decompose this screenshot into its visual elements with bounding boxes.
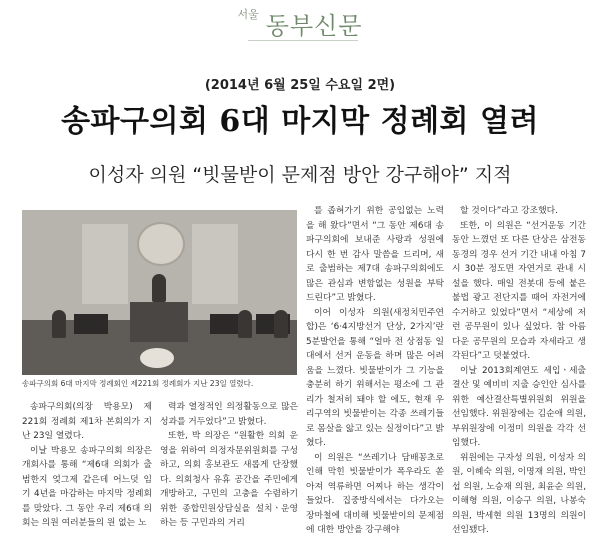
- photo-person: [238, 310, 252, 338]
- masthead-rule: [248, 40, 358, 41]
- article-column-2: [160, 400, 298, 536]
- article-paragraph: 력과 열정적인 의정활동으로 많은 성과를 거두었다”고 밝혔다.: [160, 402, 298, 427]
- article-paragraph: 또한, 이 의원은 “선거운동 기간동안 느꼈던 또 다른 단상은 삼전동 동경의 경우 선거 기간 내내 아침 7시 30분 정도면 자연거로 관내 시설을 했다. 매일 전봇대 등에 붙은 불법 광고 전단지를 때어 자전거에 수거하고 있었다”면서 “세상에 저런 공무원이 있나 싶었다. 참 아름다운 공무원의 모습과 자세라고 생각된다”고 덧붙였다.: [452, 220, 586, 361]
- masthead-prefix: 서울: [237, 8, 259, 21]
- photo-person: [52, 310, 66, 338]
- article-paragraph: 이날 박용모 송파구의회 의장은 개회사를 통해 “제6대 의회가 출범한지 엊그제 같은데 어느덧 임기 4년을 마감하는 마지막 정례회를 맞았다. 그 동안 우리 제6대 의회는 의원 여러분들의 원 없는 노: [22, 445, 152, 528]
- article-paragraph: 이 의원은 “쓰레기나 담배꽁초로 인해 막힌 빗물받이가 폭우라도 쏟아져 역류하면 어찌나 하는 생각이 들었다. 집중방식에서는 다가오는 장마철에 대비해 빗물받이의 문제점에 대한 방안을 강구해야: [306, 452, 444, 535]
- headline: 송파구의회 6대 마지막 정례회 열려: [61, 104, 539, 139]
- article-paragraph: 할 것이다”라고 강조했다.: [460, 206, 558, 216]
- masthead-name: 동부신문: [265, 12, 363, 40]
- photo-person: [152, 274, 166, 302]
- photo-panel: [82, 224, 128, 304]
- photo-panel: [192, 224, 238, 304]
- council-emblem: [137, 222, 185, 266]
- photo-person: [274, 310, 288, 338]
- article-paragraph: 또한, 박 의장은 “원활한 의회 운영을 위하여 의정자문위원회를 구성하고, 의회 홍보관도 새롭게 단장했다. 의회청사 유휴 공간을 주민에게 개방하고, 구민의 고충을 수렴하기 위한 종합민원상담실을 설치ㆍ운영하는 등 구민과의 거리: [160, 431, 298, 528]
- subhead: 이성자 의원 “빗물받이 문제점 방안 강구해야” 지적: [88, 164, 512, 186]
- dateline: (2014년 6월 25일 수요일 2면): [204, 78, 396, 93]
- article-paragraph: 를 좁혀가기 위한 공입없는 노력을 해 왔다”면서 “그 동안 제6대 송파구의회에 보내준 사랑과 성원에 다시 한 번 감사 말씀을 드리며, 새로 출범하는 제7대 송파구의회에도 많은 관심과 변함없는 성원을 부탁드린다”고 밝혔다.: [306, 206, 444, 303]
- photo-podium: [130, 302, 188, 342]
- masthead: [0, 6, 600, 41]
- article-paragraph: 이날 2013회계연도 세입ㆍ세출 결산 및 예비비 지출 승인안 심사를 위한 예산결산특별위원회 위원을 선임했다. 위원장에는 김순애 의원, 부위원장에 이정미 의원을 각각 선임했다.: [452, 365, 586, 448]
- photo-seal: [140, 348, 174, 368]
- article-paragraph: 이어 이성자 의원(새정치민주연합)은 ‘6·4지방선거 단상, 2가지’란 5분발언을 통해 “얼마 전 상점동 일대에서 선거 운동을 하며 많은 어려움을 느꼈다. 빗물받이가 그 기능을 충분히 하기 위해서는 평소에 그 관리가 철저히 돼야 할 에도, 현재 우리구역의 빗물받이는 각종 쓰레기들로 몸살을 앓고 있는 실정이다”고 밝혔다.: [306, 307, 444, 448]
- article-column-3: [306, 204, 444, 536]
- article-column-4: [452, 204, 586, 536]
- photo-caption: 송파구의회 6대 마지막 정례회인 제221회 정례회가 지난 23일 열렸다.: [22, 379, 254, 388]
- article-paragraph: 위원에는 구자성 의원, 이성자 의원, 이혜숙 의원, 이명재 의원, 박인섭 의원, 노승재 의원, 최윤순 의원, 이해형 의원, 이승구 의원, 나봉숙 의원, 박세현 의원 13명의 의원이 선임됐다.: [452, 452, 586, 535]
- photo-monitor: [74, 314, 108, 334]
- article-paragraph: 송파구의회(의장 박용모) 제221회 정례회 제1차 본회의가 지난 23일 열렸다.: [22, 402, 152, 441]
- council-session-photo: [22, 210, 297, 375]
- article-column-1: [22, 400, 152, 536]
